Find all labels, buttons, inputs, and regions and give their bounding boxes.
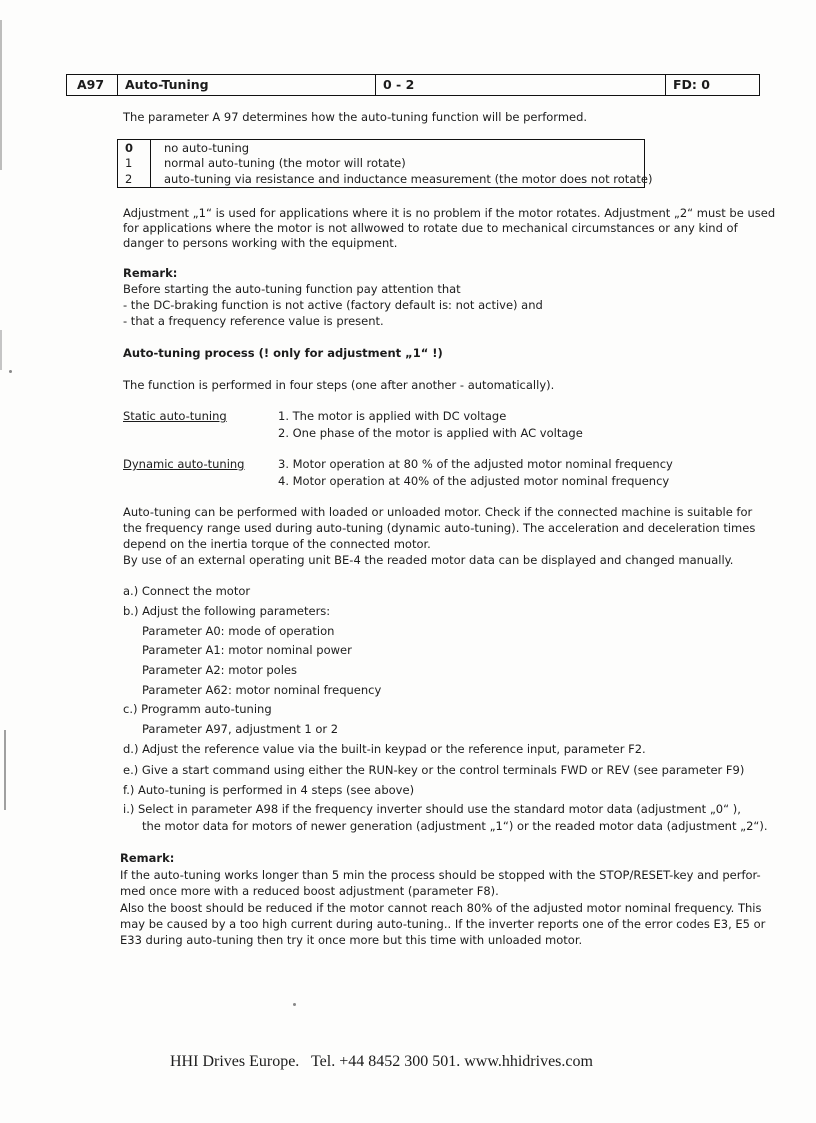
static-step: 1. The motor is applied with DC voltage: [278, 409, 507, 423]
option-text: auto-tuning via resistance and inductance measurement (the motor does not rotate): [164, 172, 653, 186]
process-heading: Auto-tuning process (! only for adjustment „1“ !): [123, 346, 443, 360]
remark-line: - the DC-braking function is not active (factory default is: not active) and: [123, 298, 543, 312]
option-value: 1: [125, 156, 133, 170]
step-subitem: the motor data for motors of newer generation (adjustment „1“) or the readed motor data (adjustment „2“).: [142, 819, 768, 833]
step-item: c.) Programm auto-tuning: [123, 702, 272, 716]
options-divider: [150, 140, 151, 187]
step-item: f.) Auto-tuning is performed in 4 steps (see above): [123, 783, 415, 797]
step-item: e.) Give a start command using either the RUN-key or the control terminals FWD or REV (see parameter F9): [123, 763, 745, 777]
remark-heading: Remark:: [120, 851, 175, 865]
scan-edge-mark: [0, 330, 2, 370]
intro-text: The parameter A 97 determines how the auto-tuning function will be performed.: [123, 110, 588, 124]
step-item: i.) Select in parameter A98 if the frequency inverter should use the standard motor data (adjustment „0“ ),: [123, 802, 741, 816]
scan-edge-mark: [4, 730, 6, 810]
step-subitem: Parameter A1: motor nominal power: [142, 643, 352, 657]
paragraph-line: for applications where the motor is not allwowed to rotate due to mechanical circumstances or any kind of: [123, 221, 738, 235]
remark-line: Also the boost should be reduced if the motor cannot reach 80% of the adjusted motor nominal frequency. This: [120, 901, 762, 915]
static-tuning-label: Static auto-tuning: [123, 409, 227, 423]
parameter-name: Auto-Tuning: [118, 75, 376, 95]
option-value: 2: [125, 172, 133, 186]
options-table: [117, 139, 653, 188]
paragraph-line: danger to persons working with the equipment.: [123, 236, 398, 250]
step-item: b.) Adjust the following parameters:: [123, 604, 331, 618]
remark-line: - that a frequency reference value is present.: [123, 314, 384, 328]
step-subitem: Parameter A62: motor nominal frequency: [142, 683, 382, 697]
dynamic-tuning-label: Dynamic auto-tuning: [123, 457, 245, 471]
parameter-header-table: [66, 74, 760, 96]
remark-line: may be caused by a too high current during auto-tuning.. If the inverter reports one of the error codes E3, E5 or: [120, 917, 766, 931]
remark-line: Before starting the auto-tuning function pay attention that: [123, 282, 461, 296]
static-step: 2. One phase of the motor is applied with AC voltage: [278, 426, 583, 440]
remark-heading: Remark:: [123, 266, 178, 280]
remark-line: If the auto-tuning works longer than 5 min the process should be stopped with the STOP/RESET-key and perfor-: [120, 868, 761, 882]
paragraph-line: By use of an external operating unit BE-4 the readed motor data can be displayed and changed manually.: [123, 553, 734, 567]
scan-speck: [9, 370, 12, 373]
step-item: a.) Connect the motor: [123, 584, 251, 598]
dynamic-step: 4. Motor operation at 40% of the adjusted motor nominal frequency: [278, 474, 670, 488]
remark-line: E33 during auto-tuning then try it once more but this time with unloaded motor.: [120, 933, 583, 947]
parameter-range: 0 - 2: [376, 75, 666, 95]
option-value: 0: [125, 141, 134, 155]
scan-speck: [293, 1003, 296, 1006]
paragraph-line: Auto-tuning can be performed with loaded or unloaded motor. Check if the connected machine is suitable for: [123, 505, 753, 519]
step-item: d.) Adjust the reference value via the built-in keypad or the reference input, parameter F2.: [123, 742, 646, 756]
remark-line: med once more with a reduced boost adjustment (parameter F8).: [120, 884, 499, 898]
option-text: no auto-tuning: [164, 141, 250, 155]
dynamic-step: 3. Motor operation at 80 % of the adjusted motor nominal frequency: [278, 457, 673, 471]
scan-edge-mark: [0, 20, 2, 170]
parameter-code: A97: [67, 75, 118, 95]
step-subitem: Parameter A97, adjustment 1 or 2: [142, 722, 339, 736]
paragraph-line: depend on the inertia torque of the connected motor.: [123, 537, 431, 551]
step-subitem: Parameter A2: motor poles: [142, 663, 297, 677]
step-subitem: Parameter A0: mode of operation: [142, 624, 335, 638]
footer-contact: HHI Drives Europe. Tel. +44 8452 300 501. www.hhidrives.com: [170, 1053, 593, 1070]
factory-default: FD: 0: [673, 77, 710, 92]
option-text: normal auto-tuning (the motor will rotate): [164, 156, 406, 170]
process-intro: The function is performed in four steps (one after another - automatically).: [123, 378, 555, 392]
paragraph-line: Adjustment „1“ is used for applications where it is no problem if the motor rotates. Adjustment „2“ must be used: [123, 206, 776, 220]
paragraph-line: the frequency range used during auto-tuning (dynamic auto-tuning). The acceleration and deceleration times: [123, 521, 756, 535]
